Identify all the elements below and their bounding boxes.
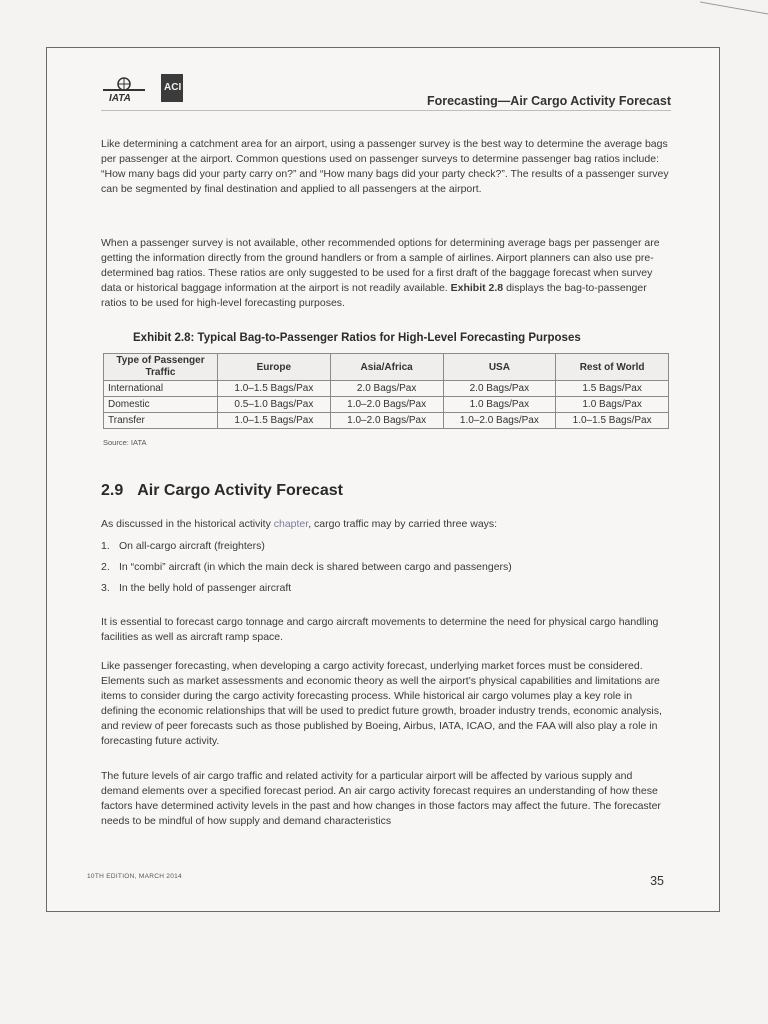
paragraph-text: displays the bag-to-passenger ratios to be used for high-level forecasting purposes. xyxy=(101,282,647,309)
column-header: USA xyxy=(443,354,556,381)
list-number: 1. xyxy=(101,540,110,552)
paragraph-text: , cargo traffic may by carried three ways: xyxy=(308,518,498,530)
paragraph-alternatives xyxy=(101,236,671,311)
list-item xyxy=(101,560,671,581)
aci-logo xyxy=(161,74,183,102)
table-cell: 1.5 Bags/Pax xyxy=(556,381,669,397)
table-cell: 1.0–1.5 Bags/Pax xyxy=(218,413,331,429)
cargo-ways-list xyxy=(101,539,671,602)
list-item xyxy=(101,539,671,560)
paragraph-tonnage: It is essential to forecast cargo tonnage and cargo aircraft movements to determine the need for physical cargo handling facilities as well as aircraft ramp space. xyxy=(101,616,659,643)
list-item-text: In “combi” aircraft (in which the main deck is shared between cargo and passengers) xyxy=(119,561,512,573)
table-cell: 1.0–2.0 Bags/Pax xyxy=(330,397,443,413)
footer-edition: 10TH EDITION, MARCH 2014 xyxy=(87,873,182,880)
column-header: Asia/Africa xyxy=(330,354,443,381)
section-number: 2.9 xyxy=(101,482,124,499)
exhibit-reference: Exhibit 2.8 xyxy=(450,282,504,294)
row-label: International xyxy=(104,381,218,397)
paragraph-text: When a passenger survey is not available, other recommended options for determining average bags per passenger are getting the information directly from the ground handlers or from a sample of airlines. Airport planners can also use pre-determined bag ratios. These ratios are only suggested to be used for a first draft of the baggage forecast when survey data or historical baggage information at the airport is not readily available. xyxy=(101,237,660,294)
table-source: Source: IATA xyxy=(103,438,147,447)
document-page xyxy=(46,47,720,912)
table-cell: 1.0–1.5 Bags/Pax xyxy=(556,413,669,429)
table-row xyxy=(104,397,669,413)
chapter-link[interactable]: chapter xyxy=(273,518,309,530)
section-title: Air Cargo Activity Forecast xyxy=(137,482,343,499)
list-number: 3. xyxy=(101,582,110,594)
table-row xyxy=(104,413,669,429)
row-label: Transfer xyxy=(104,413,218,429)
page-corner-mark xyxy=(700,0,768,20)
table-cell: 1.0–2.0 Bags/Pax xyxy=(443,413,556,429)
iata-logo-text: IATA xyxy=(109,93,131,103)
paragraph-text: As discussed in the historical activity xyxy=(101,518,271,530)
table-cell: 1.0–2.0 Bags/Pax xyxy=(330,413,443,429)
table-cell: 0.5–1.0 Bags/Pax xyxy=(218,397,331,413)
table-header-row xyxy=(104,354,669,381)
table-cell: 1.0 Bags/Pax xyxy=(556,397,669,413)
table-row xyxy=(104,381,669,397)
aci-logo-text: ACI xyxy=(164,82,182,93)
list-item xyxy=(101,581,671,602)
page-header xyxy=(101,71,671,107)
header-title: Forecasting—Air Cargo Activity Forecast xyxy=(426,94,671,108)
paragraph-passenger-survey: Like determining a catchment area for an airport, using a passenger survey is the best way to determine the average bags per passenger at the airport. Common questions used on passenger surveys to determine passenger bag ratios include: “How many bags did your party carry on?” and “How many bags did your party check?”. The results of a passenger survey can be segmented by final destination and applied to all passengers at the airport. xyxy=(101,138,669,195)
column-header: Type of Passenger Traffic xyxy=(104,354,218,381)
list-item-text: In the belly hold of passenger aircraft xyxy=(119,582,292,594)
page-number: 35 xyxy=(650,874,664,888)
list-item-text: On all-cargo aircraft (freighters) xyxy=(119,540,265,552)
paragraph-supply-demand: The future levels of air cargo traffic and related activity for a particular airport will be affected by various supply and demand elements over a specified forecast period. An air cargo activity forecast requires an understanding of how these factors have determined activity levels in the past and how changes in those factors may affect the future. The forecaster needs to be mindful of how supply and demand characteristics xyxy=(101,770,661,827)
list-number: 2. xyxy=(101,561,110,573)
column-header: Europe xyxy=(218,354,331,381)
table-cell: 2.0 Bags/Pax xyxy=(330,381,443,397)
paragraph-market-forces: Like passenger forecasting, when developing a cargo activity forecast, underlying market forces must be considered. Elements such as market assessments and economic theory as well the airport’s physical capabilities and limitations are items to consider during the cargo activity forecasting process. While historical air cargo volumes play a key role in defining the economic relationships that will be used to predict future growth, broader industry trends, economic analysis, and review of peer forecasts such as those published by Boeing, Airbus, IATA, ICAO, and the FAA will also play a role in forecasting future activity. xyxy=(101,660,662,747)
bag-ratio-table xyxy=(103,353,669,429)
table-cell: 1.0–1.5 Bags/Pax xyxy=(218,381,331,397)
table-cell: 2.0 Bags/Pax xyxy=(443,381,556,397)
section-heading xyxy=(101,482,343,500)
paragraph-cargo-ways xyxy=(101,517,671,532)
table-cell: 1.0 Bags/Pax xyxy=(443,397,556,413)
header-divider xyxy=(101,110,671,111)
exhibit-title: Exhibit 2.8: Typical Bag-to-Passenger Ratios for High-Level Forecasting Purposes xyxy=(133,332,581,344)
column-header: Rest of World xyxy=(556,354,669,381)
row-label: Domestic xyxy=(104,397,218,413)
iata-logo xyxy=(101,75,147,103)
